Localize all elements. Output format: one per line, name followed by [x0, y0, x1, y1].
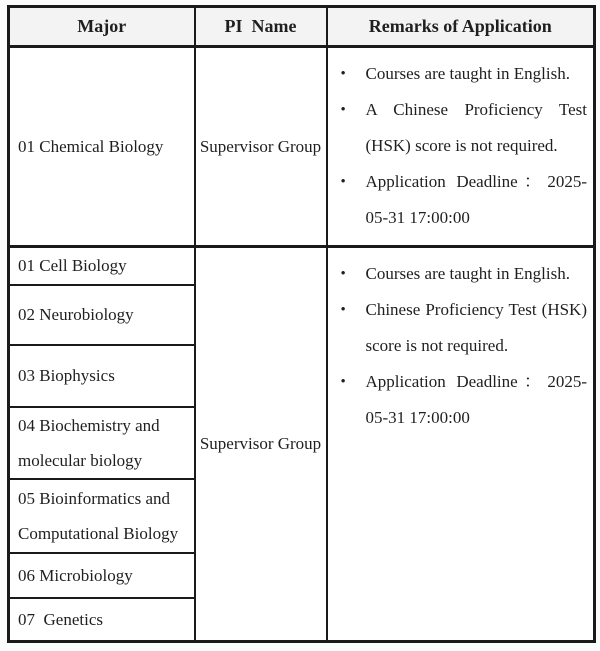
header-remarks: Remarks of Application: [327, 7, 595, 47]
header-pi-name: PI Name: [195, 7, 327, 47]
remark-item: [328, 56, 588, 92]
table-row: [9, 47, 595, 247]
remark-item: [328, 92, 588, 164]
bullet-icon: •: [340, 66, 346, 82]
major-cell: 03 Biophysics: [9, 345, 195, 407]
bullet-icon: •: [340, 266, 346, 282]
major-cell: 04 Biochemistry and molecular biology: [9, 407, 195, 479]
table-header-row: [9, 7, 595, 47]
bullet-icon: •: [340, 374, 346, 390]
remark-text: Application Deadline：2025-05-31 17:00:00: [365, 172, 587, 227]
major-cell: 01 Chemical Biology: [9, 47, 195, 247]
bullet-icon: •: [340, 102, 346, 118]
remarks-cell: [327, 47, 595, 247]
major-cell: 01 Cell Biology: [9, 247, 195, 285]
bullet-icon: •: [340, 174, 346, 190]
admission-majors-table: [7, 5, 596, 643]
remark-text: Application Deadline：2025-05-31 17:00:00: [365, 372, 587, 427]
major-cell: 02 Neurobiology: [9, 285, 195, 345]
major-cell: 07 Genetics: [9, 598, 195, 642]
header-major: Major: [9, 7, 195, 47]
document-page: [7, 5, 596, 643]
major-cell: 05 Bioinformatics and Computational Biology: [9, 479, 195, 553]
remark-item: [328, 364, 588, 436]
pi-name-cell: Supervisor Group: [195, 247, 327, 642]
remark-text: A Chinese Proficiency Test (HSK) score is not required.: [365, 100, 587, 155]
remarks-cell: [327, 247, 595, 642]
major-cell: 06 Microbiology: [9, 553, 195, 598]
remark-item: [328, 256, 588, 292]
pi-name-cell: Supervisor Group: [195, 47, 327, 247]
remark-item: [328, 292, 588, 364]
remark-text: Courses are taught in English.: [365, 264, 570, 283]
bullet-icon: •: [340, 302, 346, 318]
table-row: [9, 247, 595, 285]
remark-item: [328, 164, 588, 236]
remark-text: Chinese Proficiency Test (HSK) score is not required.: [365, 300, 587, 355]
remark-text: Courses are taught in English.: [365, 64, 570, 83]
